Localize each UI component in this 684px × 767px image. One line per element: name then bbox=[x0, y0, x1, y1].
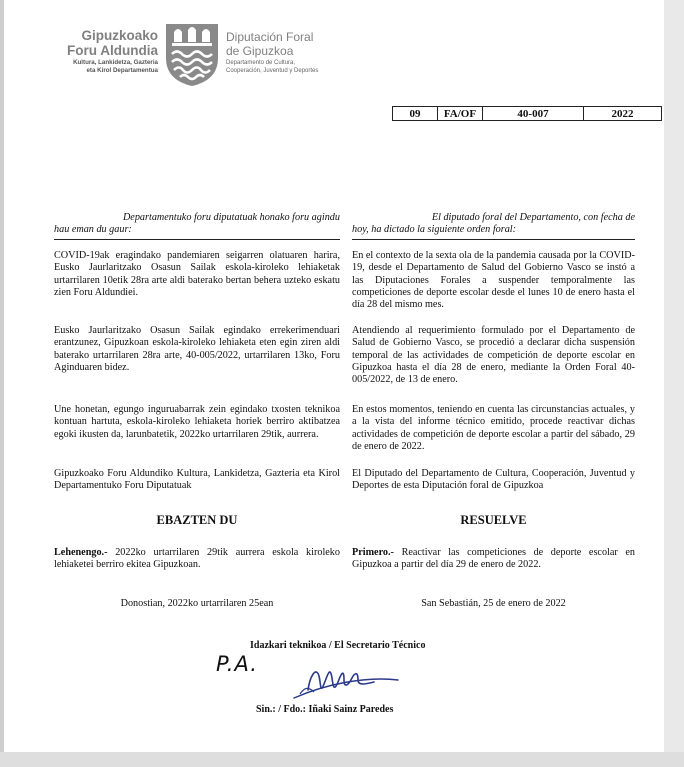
pa-initials: P.A. bbox=[216, 652, 258, 676]
gipuzkoa-shield-icon bbox=[164, 22, 220, 88]
date-basque: Donostian, 2022ko urtarrilaren 25ean bbox=[120, 598, 274, 609]
resolution-spanish bbox=[352, 547, 635, 572]
date-spanish: San Sebastián, 25 de enero de 2022 bbox=[421, 598, 566, 609]
letterhead-line4: Cooperación, Juventud y Deportes bbox=[226, 68, 319, 74]
letterhead-line3: Departamento de Cultura, bbox=[226, 60, 296, 66]
paragraph-spanish: En estos momentos, teniendo en cuenta las circunstancias actuales, y a la vista del informe técnico emitido, procede reactivar dichas actividades de competición de deporte escolar a partir del sábado, 29 de enero de 2022. bbox=[352, 404, 635, 452]
letterhead-line1: Diputación Foral bbox=[226, 30, 314, 44]
letterhead-line4: eta Kirol Departamentua bbox=[86, 67, 158, 74]
paragraph-basque: Une honetan, egungo inguruabarrak zein egindako txosten teknikoa kontuan hartuta, eskola-kiroleko lehiaketa horiek berriro aktibatzea egoki ikusten da, larunbatetik, 2022ko urtarrilaren 29tik, aurrera. bbox=[54, 404, 340, 440]
handwritten-signature bbox=[286, 654, 406, 704]
resolution-label: Lehenengo.- bbox=[54, 547, 108, 558]
reference-cell: FA/OF bbox=[438, 107, 483, 121]
intro-basque bbox=[54, 212, 340, 237]
scan-edge-right bbox=[664, 0, 684, 767]
paragraph-basque: Eusko Jaurlaritzako Osasun Sailak egindako errekerimenduari erantzunez, Gipuzkoan eskola-kiroleko lehiaketa eten egin ziren aldi baterako urtarrilaren 28ra arte, 40-005/2022, urtarrilaren 13ko, Foru Aginduaren bidez. bbox=[54, 325, 340, 373]
letterhead-line1: Gipuzkoako bbox=[81, 28, 158, 43]
signatory-title: Idazkari teknikoa / El Secretario Técnico bbox=[250, 640, 426, 651]
intro-line: El diputado foral del Departamento, con fecha de bbox=[431, 212, 635, 223]
letterhead-line3: Kultura, Lankidetza, Gazteria bbox=[73, 59, 158, 66]
scan-edge-bottom bbox=[0, 752, 684, 767]
resolution-basque bbox=[54, 547, 340, 572]
reference-cell: 2022 bbox=[584, 107, 662, 121]
reference-cell: 40-007 bbox=[483, 107, 584, 121]
intro-line: Departamentuko foru diputatuak honako foru agindu bbox=[122, 212, 340, 223]
intro-line: hau eman du gaur: bbox=[54, 224, 132, 236]
intro-spanish bbox=[352, 212, 635, 237]
resolution-label: Primero.- bbox=[352, 547, 394, 558]
divider-line bbox=[54, 239, 340, 240]
heading-basque: EBAZTEN DU bbox=[156, 513, 238, 527]
heading-spanish: RESUELVE bbox=[460, 513, 527, 527]
reference-table bbox=[392, 106, 662, 121]
paragraph-basque: COVID-19ak eragindako pandemiaren seigarren olatuaren harira, Eusko Jaurlaritzako Osasun Sailak eskola-kiroleko lehiaketak urtarrilaren 10etik 28ra arte aldi baterako bertan behera uzteko eskatu zien Foru Aldundiei. bbox=[54, 250, 340, 298]
letterhead-spanish bbox=[226, 30, 366, 75]
paragraph-spanish: En el contexto de la sexta ola de la pandemia causada por la COVID-19, desde el Departamento de Salud del Gobierno Vasco se instó a las Diputaciones Forales a suspender temporalmente las competiciones de deporte escolar desde el lunes 10 de enero hasta el día 28 del mismo mes. bbox=[352, 250, 635, 311]
letterhead-line2: de Gipuzkoa bbox=[226, 44, 294, 58]
paragraph-spanish: El Diputado del Departamento de Cultura, Cooperación, Juventud y Deportes de esta Diputación foral de Gipuzkoa bbox=[352, 468, 635, 492]
reference-cell: 09 bbox=[393, 107, 438, 121]
paragraph-basque: Gipuzkoako Foru Aldundiko Kultura, Lankidetza, Gazteria eta Kirol Departamentuko Foru Diputatuak bbox=[54, 468, 340, 492]
resolution-text: 2022ko urtarrilaren 29tik aurrera eskola kiroleko lehiaketei berriro ekitea Gipuzkoan. bbox=[54, 547, 340, 571]
intro-line: hoy, ha dictado la siguiente orden foral: bbox=[352, 224, 517, 236]
divider-line bbox=[352, 239, 635, 240]
letterhead-line2: Foru Aldundia bbox=[67, 43, 158, 58]
signatory-name: Sin.: / Fdo.: Iñaki Sainz Paredes bbox=[256, 704, 394, 715]
scan-edge-left bbox=[0, 0, 4, 767]
paragraph-spanish: Atendiendo al requerimiento formulado por el Departamento de Salud de Gobierno Vasco, se procedió a declarar dicha suspensión temporal de las actividades de competición de deporte escolar en Gipuzkoa hasta el día 28 de enero, mediante la Orden Foral 40-005/2022, de 13 de enero. bbox=[352, 325, 635, 386]
letterhead-basque bbox=[40, 28, 158, 75]
resolution-text: Reactivar las competiciones de deporte escolar en Gipuzkoa a partir del día 29 de enero de 2022. bbox=[352, 547, 635, 571]
